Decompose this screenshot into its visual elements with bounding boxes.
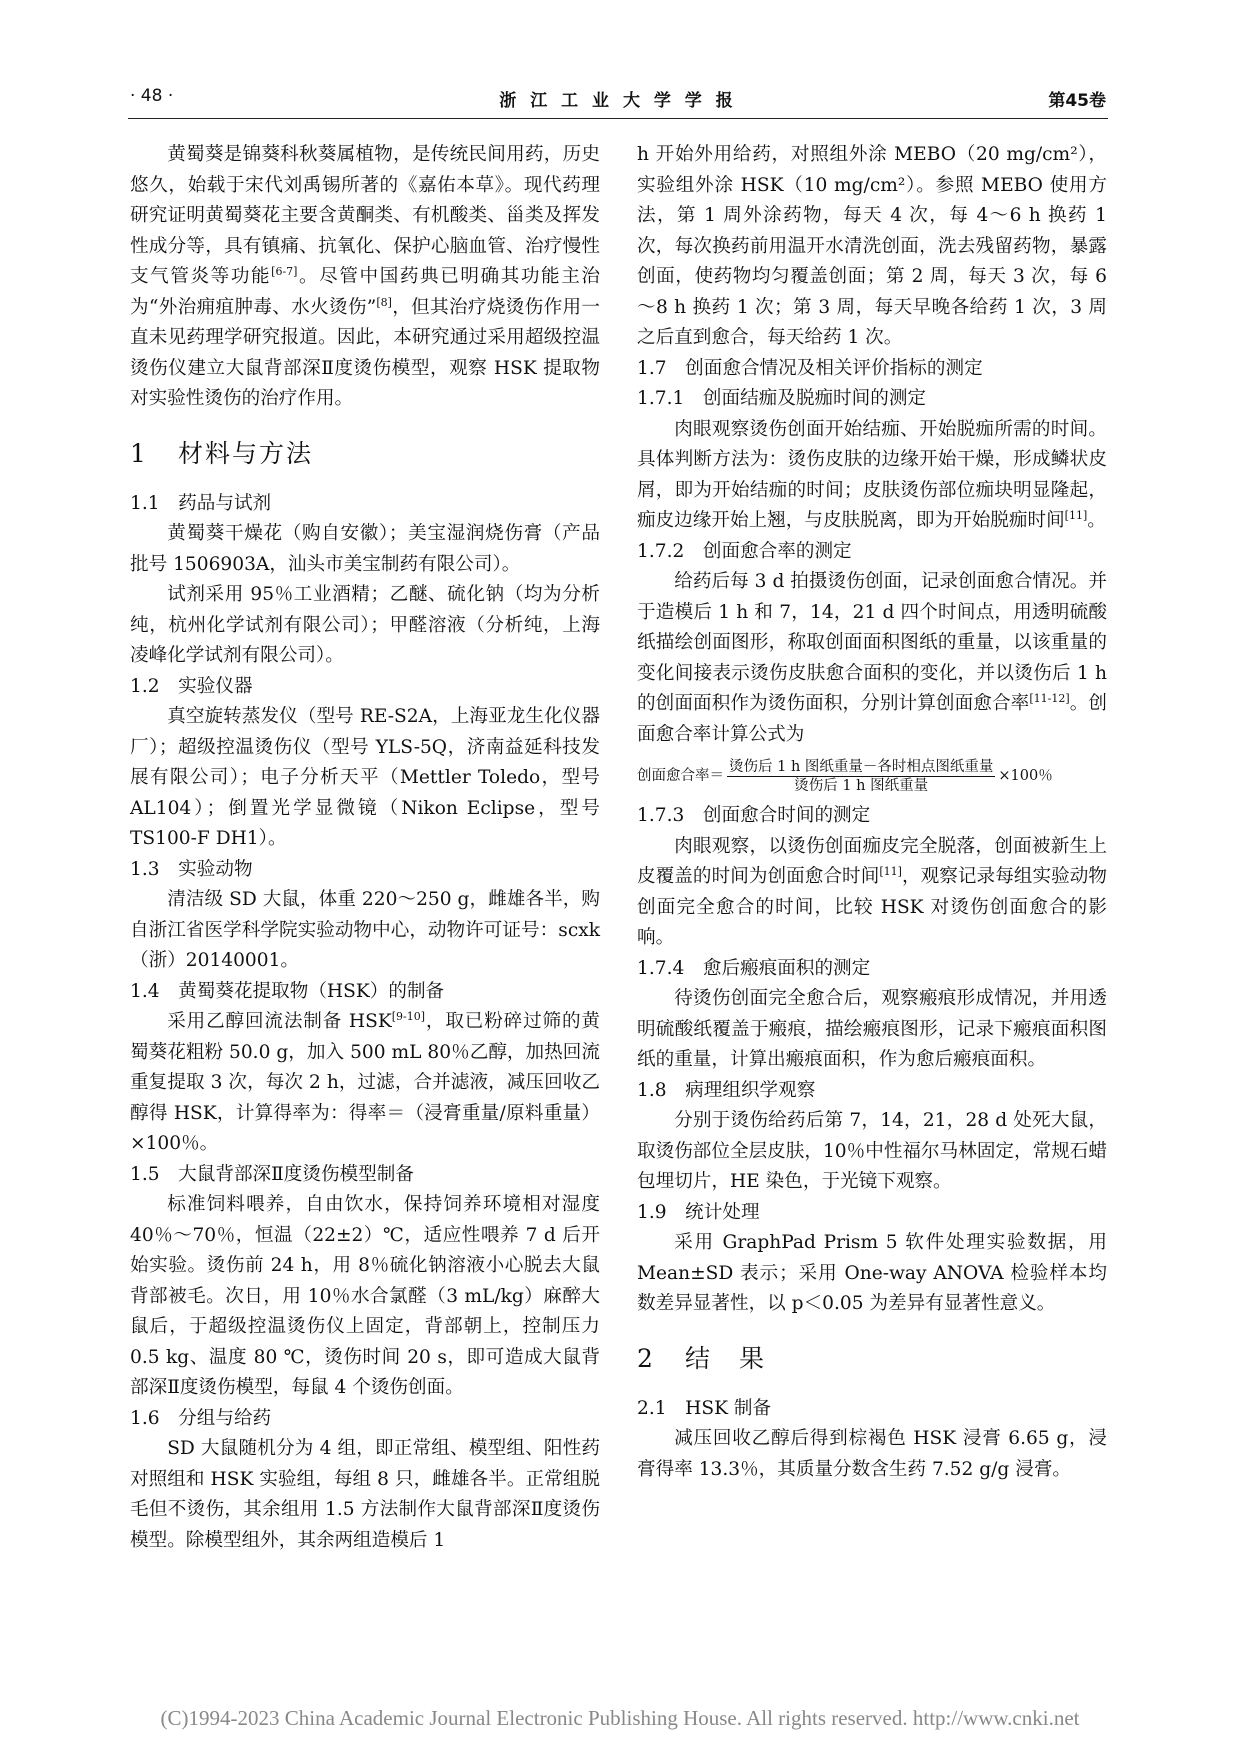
subsection-title: 1.8 病理组织学观察 (637, 1079, 816, 1101)
running-header (130, 86, 1106, 120)
paragraph: SD 大鼠随机分为 4 组，即正常组、模型组、阳性药对照组和 HSK 实验组，每组 8 只，雌雄各半。正常组脱毛但不烫伤，其余组用 1.5 方法制作大鼠背部深Ⅱ度烫伤模型。除模型组外，其余两组造模后 1 (130, 1438, 600, 1551)
intro-paragraph: 黄蜀葵是锦葵科秋葵属植物，是传统民间用药，历史悠久，始载于宋代刘禹锡所著的《嘉佑本草》。现代药理研究证明黄蜀葵花主要含黄酮类、有机酸类、甾类及挥发性成分等，具有镇痛、抗氧化、保护心脑血管、治疗慢性支气管炎等功能[6-7]。尽管中国药典已明确其功能主治为“外治痈疽肿毒、水火烫伤”[8]，但其治疗烧烫伤作用一直未见药理学研究报道。因此，本研究通过采用超级控温烫伤仪建立大鼠背部深Ⅱ度烫伤模型，观察 HSK 提取物对实验性烫伤的治疗作用。 (130, 144, 600, 409)
paragraph: 真空旋转蒸发仪（型号 RE-S2A，上海亚龙生化仪器厂）；超级控温烫伤仪（型号 YLS-5Q，济南益延科技发展有限公司）；电子分析天平（Mettler Toledo，型号 AL104）；倒置光学显微镜（Nikon Eclipse，型号 TS100-F DH1）。 (130, 706, 600, 849)
paragraph: 采用乙醇回流法制备 HSK[9-10]，取已粉碎过筛的黄蜀葵花粗粉 50.0 g，加入 500 mL 80％乙醇，加热回流重复提取 3 次，每次 2 h，过滤，合并滤液，减压回收乙醇得 HSK，计算得率为：得率＝（浸膏重量/原料重量）×100％。 (130, 1009, 600, 1154)
page-number: · 48 · (130, 86, 174, 106)
paragraph: 采用 GraphPad Prism 5 软件处理实验数据，用 Mean±SD 表示；采用 One-way ANOVA 检验样本均数差异显著性，以 p＜0.05 为差异有显著性意义。 (637, 1232, 1107, 1314)
paragraph: 肉眼观察，以烫伤创面痂皮完全脱落，创面被新生上皮覆盖的时间为创面愈合时间[11]，观察记录每组实验动物创面完全愈合的时间，比较 HSK 对烫伤创面愈合的影响。 (637, 835, 1107, 948)
citation: [11-12] (1029, 691, 1070, 705)
section-heading: 1 材料与方法 (130, 438, 314, 468)
paragraph: 黄蜀葵干燥花（购自安徽）；美宝湿润烧伤膏（产品批号 1506903A，汕头市美宝制药有限公司）。 (130, 523, 600, 575)
healing-rate-formula (637, 758, 1107, 795)
paragraph: 分别于烫伤给药后第 7，14，21，28 d 处死大鼠，取烫伤部位全层皮肤，10％中性福尔马林固定，常规石蜡包埋切片，HE 染色，于光镜下观察。 (637, 1110, 1107, 1192)
paragraph: 试剂采用 95％工业酒精；乙醚、硫化钠（均为分析纯，杭州化学试剂有限公司）；甲醛溶液（分析纯，上海凌峰化学试剂有限公司）。 (130, 584, 600, 666)
subsection-title: 1.7.1 创面结痂及脱痂时间的测定 (637, 388, 927, 409)
journal-title: 浙 江 工 业 大 学 学 报 (499, 91, 737, 111)
subsection-title: 2.1 HSK 制备 (637, 1397, 772, 1419)
paragraph: 给药后每 3 d 拍摄烫伤创面，记录创面愈合情况。并于造模后 1 h 和 7，14，21 d 四个时间点，用透明硫酸纸描绘创面图形，称取创面面积图纸的重量，以该重量的变化间接表示烫伤皮肤愈合面积的变化，并以烫伤后 1 h 的创面面积作为烫伤面积，分别计算创面愈合率[11-12]。创面愈合率计算公式为 (637, 571, 1107, 745)
citation: [8] (376, 295, 392, 309)
subsection-title: 1.2 实验仪器 (130, 675, 253, 697)
subsection-title: 1.1 药品与试剂 (130, 492, 272, 514)
subsection-title: 1.7 创面愈合情况及相关评价指标的测定 (637, 357, 983, 379)
paragraph: 清洁级 SD 大鼠，体重 220～250 g，雌雄各半，购自浙江省医学科学院实验动物中心，动物许可证号：scxk（浙）20140001。 (130, 889, 600, 971)
citation: [9-10] (391, 1009, 426, 1023)
paragraph: 标准饲料喂养，自由饮水，保持饲养环境相对湿度 40％～70％，恒温（22±2）℃，适应性喂养 7 d 后开始实验。烫伤前 24 h，用 8％硫化钠溶液小心脱去大鼠背部被毛。次日，用 10％水合氯醛（3 mL/kg）麻醉大鼠后，于超级控温烫伤仪上固定，背部朝上，控制压力 0.5 kg、温度 80 ℃，烫伤时间 20 s，即可造成大鼠背部深Ⅱ度烫伤模型，每鼠 4 个烫伤创面。 (130, 1194, 600, 1398)
subsection-title: 1.7.3 创面愈合时间的测定 (637, 805, 871, 826)
right-column (637, 140, 1107, 1485)
subsection-title: 1.5 大鼠背部深Ⅱ度烫伤模型制备 (130, 1163, 414, 1185)
citation: [11] (1064, 508, 1088, 522)
paragraph: 肉眼观察烫伤创面开始结痂、开始脱痂所需的时间。具体判断方法为：烫伤皮肤的边缘开始干燥，形成鳞状皮屑，即为开始结痂的时间；皮肤烫伤部位痂块明显隆起，痂皮边缘开始上翘，与皮肤脱离，即为开始脱痂时间[11]。 (637, 418, 1107, 531)
citation: [11] (879, 864, 902, 878)
formula-denominator: 烫伤后 1 h 图纸重量 (794, 778, 929, 794)
formula-lhs: 创面愈合率＝ (637, 768, 724, 785)
subsection-title: 1.7.4 愈后瘢痕面积的测定 (637, 957, 871, 979)
section-heading: 2 结 果 (637, 1343, 767, 1373)
subsection-title: 1.7.2 创面愈合率的测定 (637, 540, 852, 562)
header-rule (128, 118, 1108, 119)
subsection-title: 1.3 实验动物 (130, 858, 253, 880)
left-column (130, 140, 600, 1556)
subsection-title: 1.9 统计处理 (637, 1201, 760, 1223)
subsection-title: 1.6 分组与给药 (130, 1407, 272, 1429)
formula-fraction (727, 758, 995, 795)
formula-numerator: 烫伤后 1 h 图纸重量－各时相点图纸重量 (729, 759, 994, 775)
formula-rhs: ×100％ (998, 768, 1053, 785)
paragraph: 待烫伤创面完全愈合后，观察瘢痕形成情况，并用透明硫酸纸覆盖于瘢痕，描绘瘢痕图形，记录下瘢痕面积图纸的重量，计算出瘢痕面积，作为愈后瘢痕面积。 (637, 988, 1107, 1070)
volume-label: 第45卷 (1048, 91, 1106, 111)
paragraph: 减压回收乙醇后得到棕褐色 HSK 浸膏 6.65 g，浸膏得率 13.3％，其质量分数含生药 7.52 g/g 浸膏。 (637, 1428, 1107, 1480)
citation: [6-7] (271, 264, 298, 278)
copyright-footer: (C)1994-2023 China Academic Journal Electronic Publishing House. All rights reserved. http://www.cnki.net (160, 1706, 1080, 1730)
subsection-title: 1.4 黄蜀葵花提取物（HSK）的制备 (130, 980, 445, 1002)
paragraph: h 开始外用给药，对照组外涂 MEBO（20 mg/cm²），实验组外涂 HSK（10 mg/cm²）。参照 MEBO 使用方法，第 1 周外涂药物，每天 4 次，每 4～6 h 换药 1 次，每次换药前用温开水清洗创面，洗去残留药物，暴露创面，使药物均匀覆盖创面；第 2 周，每天 3 次，每 6～8 h 换药 1 次；第 3 周，每天早晚各给药 1 次，3 周之后直到愈合，每天给药 1 次。 (637, 144, 1107, 348)
